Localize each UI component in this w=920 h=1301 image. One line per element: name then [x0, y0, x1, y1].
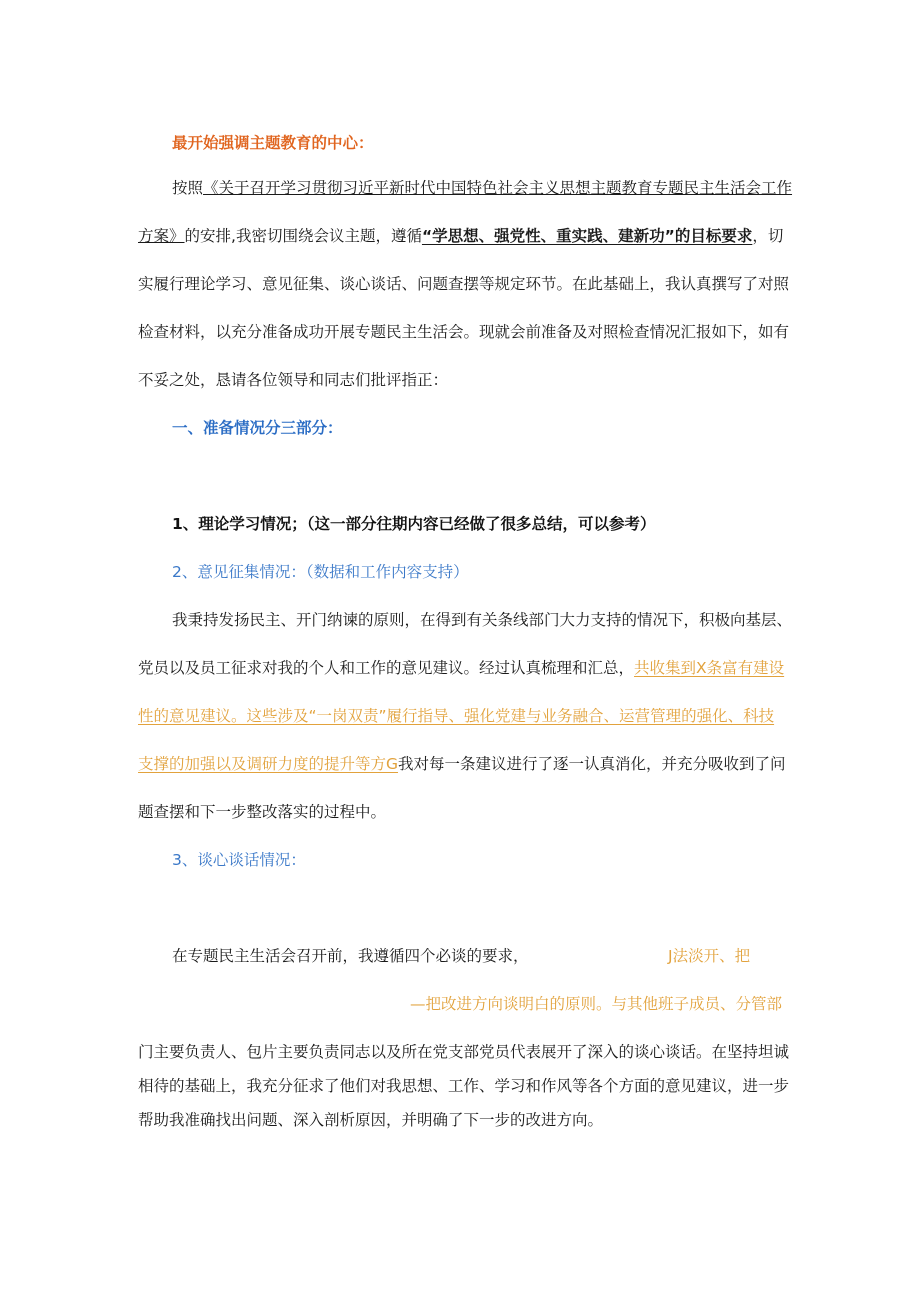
para3-line5: 帮助我准确找出问题、深入剖析原因，并明确了下一步的改进方向。: [138, 1111, 604, 1129]
para2-l4-post: 我对每一条建议进行了逐一认真消化，并充分吸收到了问: [398, 755, 786, 773]
para2-line4: [138, 753, 786, 775]
para2-line2: [138, 657, 784, 679]
para2-line5: 题查摆和下一步整改落实的过程中。: [138, 803, 387, 821]
para3-line1-pre: 在专题民主生活会召开前，我遵循四个必谈的要求，: [172, 947, 529, 965]
para3-line3: 门主要负责人、包片主要负责同志以及所在党支部党员代表展开了深入的谈心谈话。在坚持坦诚: [138, 1043, 790, 1061]
para3-line2-highlight: —把改进方向谈明白的原则。与其他班子成员、分管部: [410, 995, 783, 1013]
item3-heading: 3、谈心谈话情况：: [172, 851, 306, 869]
para2-line3: [138, 705, 774, 727]
para1-line2: [138, 225, 783, 247]
para2-l2-highlight: 共收集到X条富有建设: [634, 659, 785, 677]
para3-line4: 相待的基础上，我充分征求了他们对我思想、工作、学习和作风等各个方面的意见建议，进一步: [138, 1077, 790, 1095]
para2-l4-highlight: 支撑的加强以及调研力度的提升等方G: [138, 755, 399, 773]
para1-l2-underlined: 方案》: [138, 227, 185, 245]
item2-heading: 2、意见征集情况：（数据和工作内容支持）: [172, 563, 469, 581]
para2-l3-highlight: 性的意见建议。这些涉及“一岗双责”履行指导、强化党建与业务融合、运营管理的强化、科技: [138, 707, 775, 725]
para1-line5: 不妥之处，恳请各位领导和同志们批评指正：: [138, 371, 449, 389]
para1-l1-pre: 按照: [172, 179, 204, 197]
para2-l2-pre: 党员以及员工征求对我的个人和工作的意见建议。经过认真梳理和汇总，: [138, 659, 635, 677]
para1-line1: [172, 177, 792, 199]
para1-l2-post: ，切: [752, 227, 784, 245]
para1-line4: 检查材料，以充分准备成功开展专题民主生活会。现就会前准备及对照检查情况汇报如下，如有: [138, 323, 790, 341]
para1-l1-underlined: 《关于召开学习贯彻习近平新时代中国特色社会主义思想主题教育专题民主生活会工作: [203, 179, 793, 197]
heading-center: 最开始强调主题教育的中心：: [172, 134, 374, 152]
item1-heading: 1、理论学习情况；（这一部分往期内容已经做了很多总结，可以参考）: [172, 515, 656, 533]
section1-heading: 一、准备情况分三部分：: [172, 419, 343, 437]
para1-line3: 实履行理论学习、意见征集、谈心谈话、问题查摆等规定环节。在此基础上，我认真撰写了对照: [138, 275, 790, 293]
para1-l2-bold: “学思想、强党性、重实践、建新功”的目标要求: [421, 227, 753, 245]
para3-line1-highlight: J法淡开、把: [668, 947, 751, 965]
para2-line1: 我秉持发扬民主、开门纳谏的原则，在得到有关条线部门大力支持的情况下，积极向基层、: [172, 611, 793, 629]
para1-l2-mid: 的安排,我密切围绕会议主题，遵循: [184, 227, 422, 245]
